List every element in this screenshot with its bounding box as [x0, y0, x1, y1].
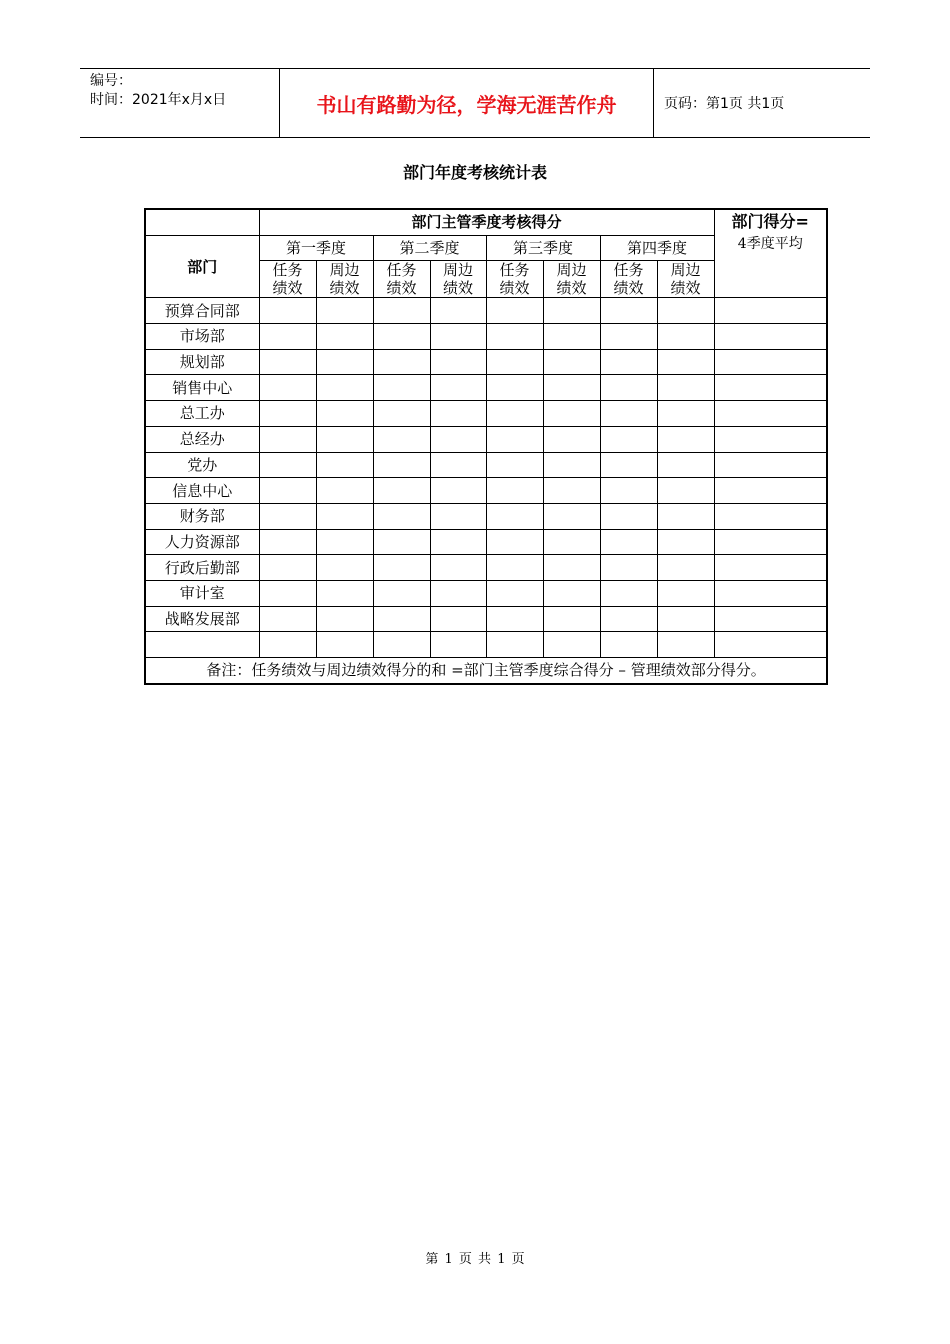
score-cell[interactable] — [373, 298, 430, 324]
score-cell[interactable] — [373, 580, 430, 606]
dept-score-cell[interactable] — [714, 349, 827, 375]
dept-name-cell: 人力资源部 — [145, 529, 259, 555]
score-cell[interactable] — [373, 324, 430, 350]
score-cell[interactable] — [486, 324, 543, 350]
score-cell[interactable] — [543, 349, 600, 375]
dept-name-cell: 总工办 — [145, 401, 259, 427]
score-cell[interactable] — [657, 503, 714, 529]
dept-name-cell: 销售中心 — [145, 375, 259, 401]
sub-header-peripheral: 周边 绩效 — [657, 261, 714, 298]
document-title: 部门年度考核统计表 — [402, 163, 547, 182]
score-cell[interactable] — [373, 478, 430, 504]
score-cell[interactable] — [259, 349, 316, 375]
score-cell[interactable] — [373, 452, 430, 478]
score-cell[interactable] — [486, 580, 543, 606]
group-header: 部门主管季度考核得分 — [259, 209, 714, 235]
quarter-header: 第三季度 — [486, 235, 600, 261]
score-cell[interactable] — [486, 426, 543, 452]
score-cell[interactable] — [430, 401, 486, 427]
score-cell[interactable] — [259, 426, 316, 452]
score-cell[interactable] — [373, 555, 430, 581]
score-cell[interactable] — [600, 452, 657, 478]
assessment-table — [144, 208, 828, 685]
dept-name-cell: 党办 — [145, 452, 259, 478]
quarter-header: 第二季度 — [373, 235, 486, 261]
score-cell[interactable] — [430, 478, 486, 504]
score-cell[interactable] — [600, 529, 657, 555]
score-cell[interactable] — [259, 555, 316, 581]
score-cell[interactable] — [543, 426, 600, 452]
score-cell[interactable] — [543, 452, 600, 478]
score-cell[interactable] — [600, 324, 657, 350]
sub-header-task: 任务 绩效 — [486, 261, 543, 298]
score-cell[interactable] — [657, 478, 714, 504]
score-cell[interactable] — [486, 555, 543, 581]
table-row — [145, 529, 827, 555]
score-cell[interactable] — [543, 580, 600, 606]
table-row — [145, 349, 827, 375]
dept-score-cell[interactable] — [714, 503, 827, 529]
table-note: 备注：任务绩效与周边绩效得分的和 =部门主管季度综合得分 – 管理绩效部分得分。 — [145, 658, 827, 684]
score-cell[interactable] — [316, 632, 373, 658]
score-cell[interactable] — [657, 426, 714, 452]
score-cell[interactable] — [657, 606, 714, 632]
score-header — [714, 209, 827, 298]
score-cell[interactable] — [316, 426, 373, 452]
sub-header-peripheral: 周边 绩效 — [316, 261, 373, 298]
score-cell[interactable] — [259, 478, 316, 504]
page-header — [80, 68, 870, 138]
score-cell[interactable] — [657, 401, 714, 427]
dept-score-cell[interactable] — [714, 324, 827, 350]
header-page-number: 页码：第1页 共1页 — [664, 96, 785, 112]
dept-score-cell[interactable] — [714, 426, 827, 452]
score-cell[interactable] — [259, 298, 316, 324]
serial-label: 编号： — [90, 73, 132, 89]
score-cell[interactable] — [657, 298, 714, 324]
score-cell[interactable] — [430, 452, 486, 478]
score-cell[interactable] — [316, 478, 373, 504]
score-cell[interactable] — [486, 298, 543, 324]
score-cell[interactable] — [486, 349, 543, 375]
dept-score-cell[interactable] — [714, 478, 827, 504]
sub-header-peripheral: 周边 绩效 — [430, 261, 486, 298]
score-cell[interactable] — [430, 555, 486, 581]
dept-score-cell[interactable] — [714, 555, 827, 581]
score-cell[interactable] — [430, 298, 486, 324]
score-cell[interactable] — [543, 606, 600, 632]
score-cell[interactable] — [600, 298, 657, 324]
score-cell[interactable] — [600, 426, 657, 452]
score-cell[interactable] — [373, 632, 430, 658]
score-cell[interactable] — [657, 555, 714, 581]
score-cell[interactable] — [600, 478, 657, 504]
score-cell[interactable] — [373, 426, 430, 452]
table-row — [145, 375, 827, 401]
score-cell[interactable] — [316, 349, 373, 375]
score-cell[interactable] — [259, 324, 316, 350]
score-cell[interactable] — [657, 349, 714, 375]
dept-score-cell[interactable] — [714, 452, 827, 478]
score-cell[interactable] — [486, 375, 543, 401]
score-cell[interactable] — [373, 529, 430, 555]
score-cell[interactable] — [316, 529, 373, 555]
sub-header-peripheral: 周边 绩效 — [543, 261, 600, 298]
score-header-title: 部门得分= — [731, 212, 809, 231]
score-cell[interactable] — [657, 580, 714, 606]
page-footer: 第 1 页 共 1 页 — [425, 1252, 525, 1267]
sub-header-task: 任务 绩效 — [259, 261, 316, 298]
score-cell[interactable] — [543, 324, 600, 350]
table-row — [145, 478, 827, 504]
sub-header-task: 任务 绩效 — [373, 261, 430, 298]
score-cell[interactable] — [259, 503, 316, 529]
score-cell[interactable] — [600, 632, 657, 658]
score-cell[interactable] — [259, 529, 316, 555]
score-cell[interactable] — [543, 529, 600, 555]
score-cell[interactable] — [600, 401, 657, 427]
dept-name-cell: 财务部 — [145, 503, 259, 529]
dept-name-cell: 信息中心 — [145, 478, 259, 504]
dept-score-cell[interactable] — [714, 606, 827, 632]
table-row — [145, 426, 827, 452]
score-cell[interactable] — [657, 375, 714, 401]
score-cell[interactable] — [600, 349, 657, 375]
score-cell[interactable] — [486, 401, 543, 427]
dept-score-cell[interactable] — [714, 529, 827, 555]
dept-name-cell: 行政后勤部 — [145, 555, 259, 581]
score-cell[interactable] — [259, 606, 316, 632]
header-motto: 书山有路勤为径，学海无涯苦作舟 — [280, 69, 654, 137]
score-cell[interactable] — [259, 452, 316, 478]
dept-score-cell[interactable] — [714, 298, 827, 324]
score-cell[interactable] — [543, 375, 600, 401]
score-cell[interactable] — [657, 632, 714, 658]
score-cell[interactable] — [373, 503, 430, 529]
dept-name-cell: 总经办 — [145, 426, 259, 452]
score-cell[interactable] — [486, 529, 543, 555]
dept-name-cell: 审计室 — [145, 580, 259, 606]
dept-name-cell: 规划部 — [145, 349, 259, 375]
score-cell[interactable] — [430, 529, 486, 555]
score-cell[interactable] — [316, 555, 373, 581]
dept-header: 部门 — [145, 235, 259, 298]
dept-name-cell: 市场部 — [145, 324, 259, 350]
score-cell[interactable] — [543, 401, 600, 427]
header-meta — [80, 69, 280, 137]
score-cell[interactable] — [543, 632, 600, 658]
score-cell[interactable] — [486, 606, 543, 632]
score-cell[interactable] — [430, 349, 486, 375]
score-cell[interactable] — [259, 375, 316, 401]
score-cell[interactable] — [259, 580, 316, 606]
corner-cell — [145, 209, 259, 235]
table-row — [145, 555, 827, 581]
dept-score-cell[interactable] — [714, 375, 827, 401]
score-cell[interactable] — [543, 503, 600, 529]
score-cell[interactable] — [657, 452, 714, 478]
score-header-formula: 4季度平均 — [737, 236, 803, 252]
score-cell[interactable] — [430, 606, 486, 632]
score-cell[interactable] — [486, 632, 543, 658]
score-cell[interactable] — [316, 375, 373, 401]
table-row — [145, 606, 827, 632]
score-cell[interactable] — [316, 452, 373, 478]
score-cell[interactable] — [430, 632, 486, 658]
score-cell[interactable] — [486, 452, 543, 478]
sub-header-task: 任务 绩效 — [600, 261, 657, 298]
score-cell[interactable] — [259, 632, 316, 658]
score-cell[interactable] — [316, 503, 373, 529]
score-cell[interactable] — [657, 324, 714, 350]
note-row — [145, 658, 827, 684]
score-cell[interactable] — [316, 401, 373, 427]
score-cell[interactable] — [373, 606, 430, 632]
score-cell[interactable] — [657, 529, 714, 555]
score-cell[interactable] — [430, 426, 486, 452]
dept-name-cell — [145, 632, 259, 658]
score-cell[interactable] — [543, 298, 600, 324]
score-cell[interactable] — [543, 555, 600, 581]
score-cell[interactable] — [600, 503, 657, 529]
score-cell[interactable] — [486, 503, 543, 529]
quarter-header: 第一季度 — [259, 235, 373, 261]
score-cell[interactable] — [316, 324, 373, 350]
table-row — [145, 324, 827, 350]
dept-score-cell[interactable] — [714, 632, 827, 658]
score-cell[interactable] — [486, 478, 543, 504]
score-cell[interactable] — [430, 324, 486, 350]
score-cell[interactable] — [316, 606, 373, 632]
dept-name-cell: 预算合同部 — [145, 298, 259, 324]
score-cell[interactable] — [259, 401, 316, 427]
score-cell[interactable] — [543, 478, 600, 504]
time-label: 时间：2021年x月x日 — [90, 92, 227, 108]
table-row — [145, 298, 827, 324]
score-cell[interactable] — [600, 555, 657, 581]
table-row — [145, 580, 827, 606]
dept-score-cell[interactable] — [714, 401, 827, 427]
table-row — [145, 632, 827, 658]
score-cell[interactable] — [430, 375, 486, 401]
score-cell[interactable] — [316, 580, 373, 606]
score-cell[interactable] — [430, 503, 486, 529]
quarter-header: 第四季度 — [600, 235, 714, 261]
dept-score-cell[interactable] — [714, 580, 827, 606]
score-cell[interactable] — [600, 606, 657, 632]
table-row — [145, 401, 827, 427]
score-cell[interactable] — [373, 401, 430, 427]
score-cell[interactable] — [373, 349, 430, 375]
dept-name-cell: 战略发展部 — [145, 606, 259, 632]
score-cell[interactable] — [600, 375, 657, 401]
score-cell[interactable] — [316, 298, 373, 324]
table-row — [145, 452, 827, 478]
score-cell[interactable] — [600, 580, 657, 606]
table-row — [145, 503, 827, 529]
score-cell[interactable] — [373, 375, 430, 401]
score-cell[interactable] — [430, 580, 486, 606]
